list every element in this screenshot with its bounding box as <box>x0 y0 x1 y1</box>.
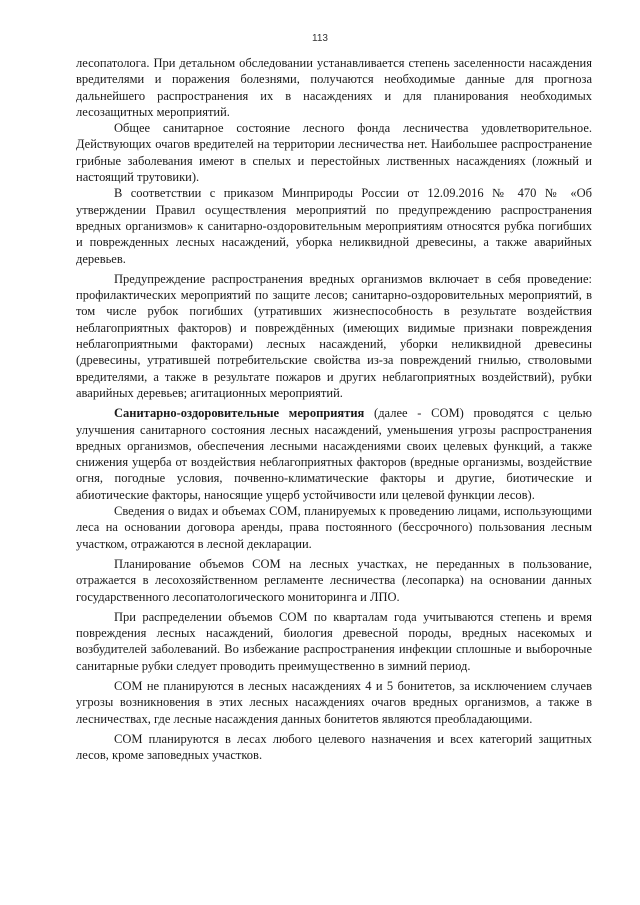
paragraph-9: СОМ не планируются в лесных насаждениях 4 и 5 бонитетов, за исключением случаев угрозы возникновения в этих лесных насаждениях очагов вредных организмов, а также в лесничествах, где лесные насаждения данных бонитетов являются преобладающими. <box>76 678 592 726</box>
paragraph-8: При распределении объемов СОМ по кварталам года учитываются степень и время повреждения лесных насаждений, биология древесной породы, вредных насекомых и возбудителей заболеваний. Во избежание распространения инфекции сплошные и выборочные санитарные рубки следует проводить преимущественно в зимний период. <box>76 609 592 673</box>
page-number: 113 <box>312 33 328 44</box>
paragraph-6: Сведения о видах и объемах СОМ, планируемых к проведению лицами, использующими леса на основании договора аренды, права постоянного (бессрочного) пользования лесным участком, отражаются в лесной декларации. <box>76 504 592 551</box>
paragraph-5-text: (далее - СОМ) проводятся с целью улучшения санитарного состояния лесных насаждений, уменьшения угрозы распространения вредных организмов, обеспечения лесными насаждениями своих целевых функций, а также снижения ущерба от воздействия неблагоприятных факторов (вредные организмы, воздействие огня, погодные условия, почвенно-климатические факторы и другие, биотические и абиотические факторы, наносящие ущерб устойчивости или целевой функции лесов). <box>76 406 592 502</box>
paragraph-10: СОМ планируются в лесах любого целевого назначения и всех категорий защитных лесов, кроме заповедных участков. <box>76 731 592 763</box>
paragraph-5 <box>76 405 592 503</box>
paragraph-2: Общее санитарное состояние лесного фонда лесничества удовлетворительное. Действующих очагов вредителей на территории лесничества нет. Наибольшее распространение грибные заболевания имеют в спелых и перестойных лиственных насаждениях (ложный и настоящий трутовики). <box>76 121 592 185</box>
bold-term: Санитарно-оздоровительные мероприятия <box>114 406 365 421</box>
paragraph-1: лесопатолога. При детальном обследовании устанавливается степень заселенности насаждения вредителями и поражения болезнями, получаются необходимые данные для прогноза дальнейшего распространения их в насаждениях и для планирования необходимых лесозащитных мероприятий. <box>76 56 592 119</box>
paragraph-7: Планирование объемов СОМ на лесных участках, не переданных в пользование, отражается в лесохозяйственном регламенте лесничества (лесопарка) на основании данных государственного лесопатологического мониторинга и ЛПО. <box>76 556 592 604</box>
document-body <box>76 55 592 763</box>
paragraph-4: Предупреждение распространения вредных организмов включает в себя проведение: профилактических мероприятий по защите лесов; санитарно-оздоровительных мероприятий, в том числе рубок погибших (утративших жизнеспособность в результате воздействия неблагоприятных факторов) и повреждённых (имеющих видимые признаки повреждения неблагоприятными факторами) лесных насаждений, уборки неликвидной древесины (древесины, утратившей потребительские свойства из-за повреждений гнилью, стволовыми вредителями, а также в результате пожаров и других неблагоприятных воздействий), рубки аварийных деревьев; агитационных мероприятий. <box>76 271 592 400</box>
paragraph-3: В соответствии с приказом Минприроды России от 12.09.2016 № 470 № «Об утверждении Правил осуществления мероприятий по предупреждению распространения вредных организмов» к санитарно-оздоровительным мероприятиям относятся рубка погибших и поврежденных лесных насаждений, уборка неликвидной древесины, а также аварийных деревьев. <box>76 186 592 266</box>
